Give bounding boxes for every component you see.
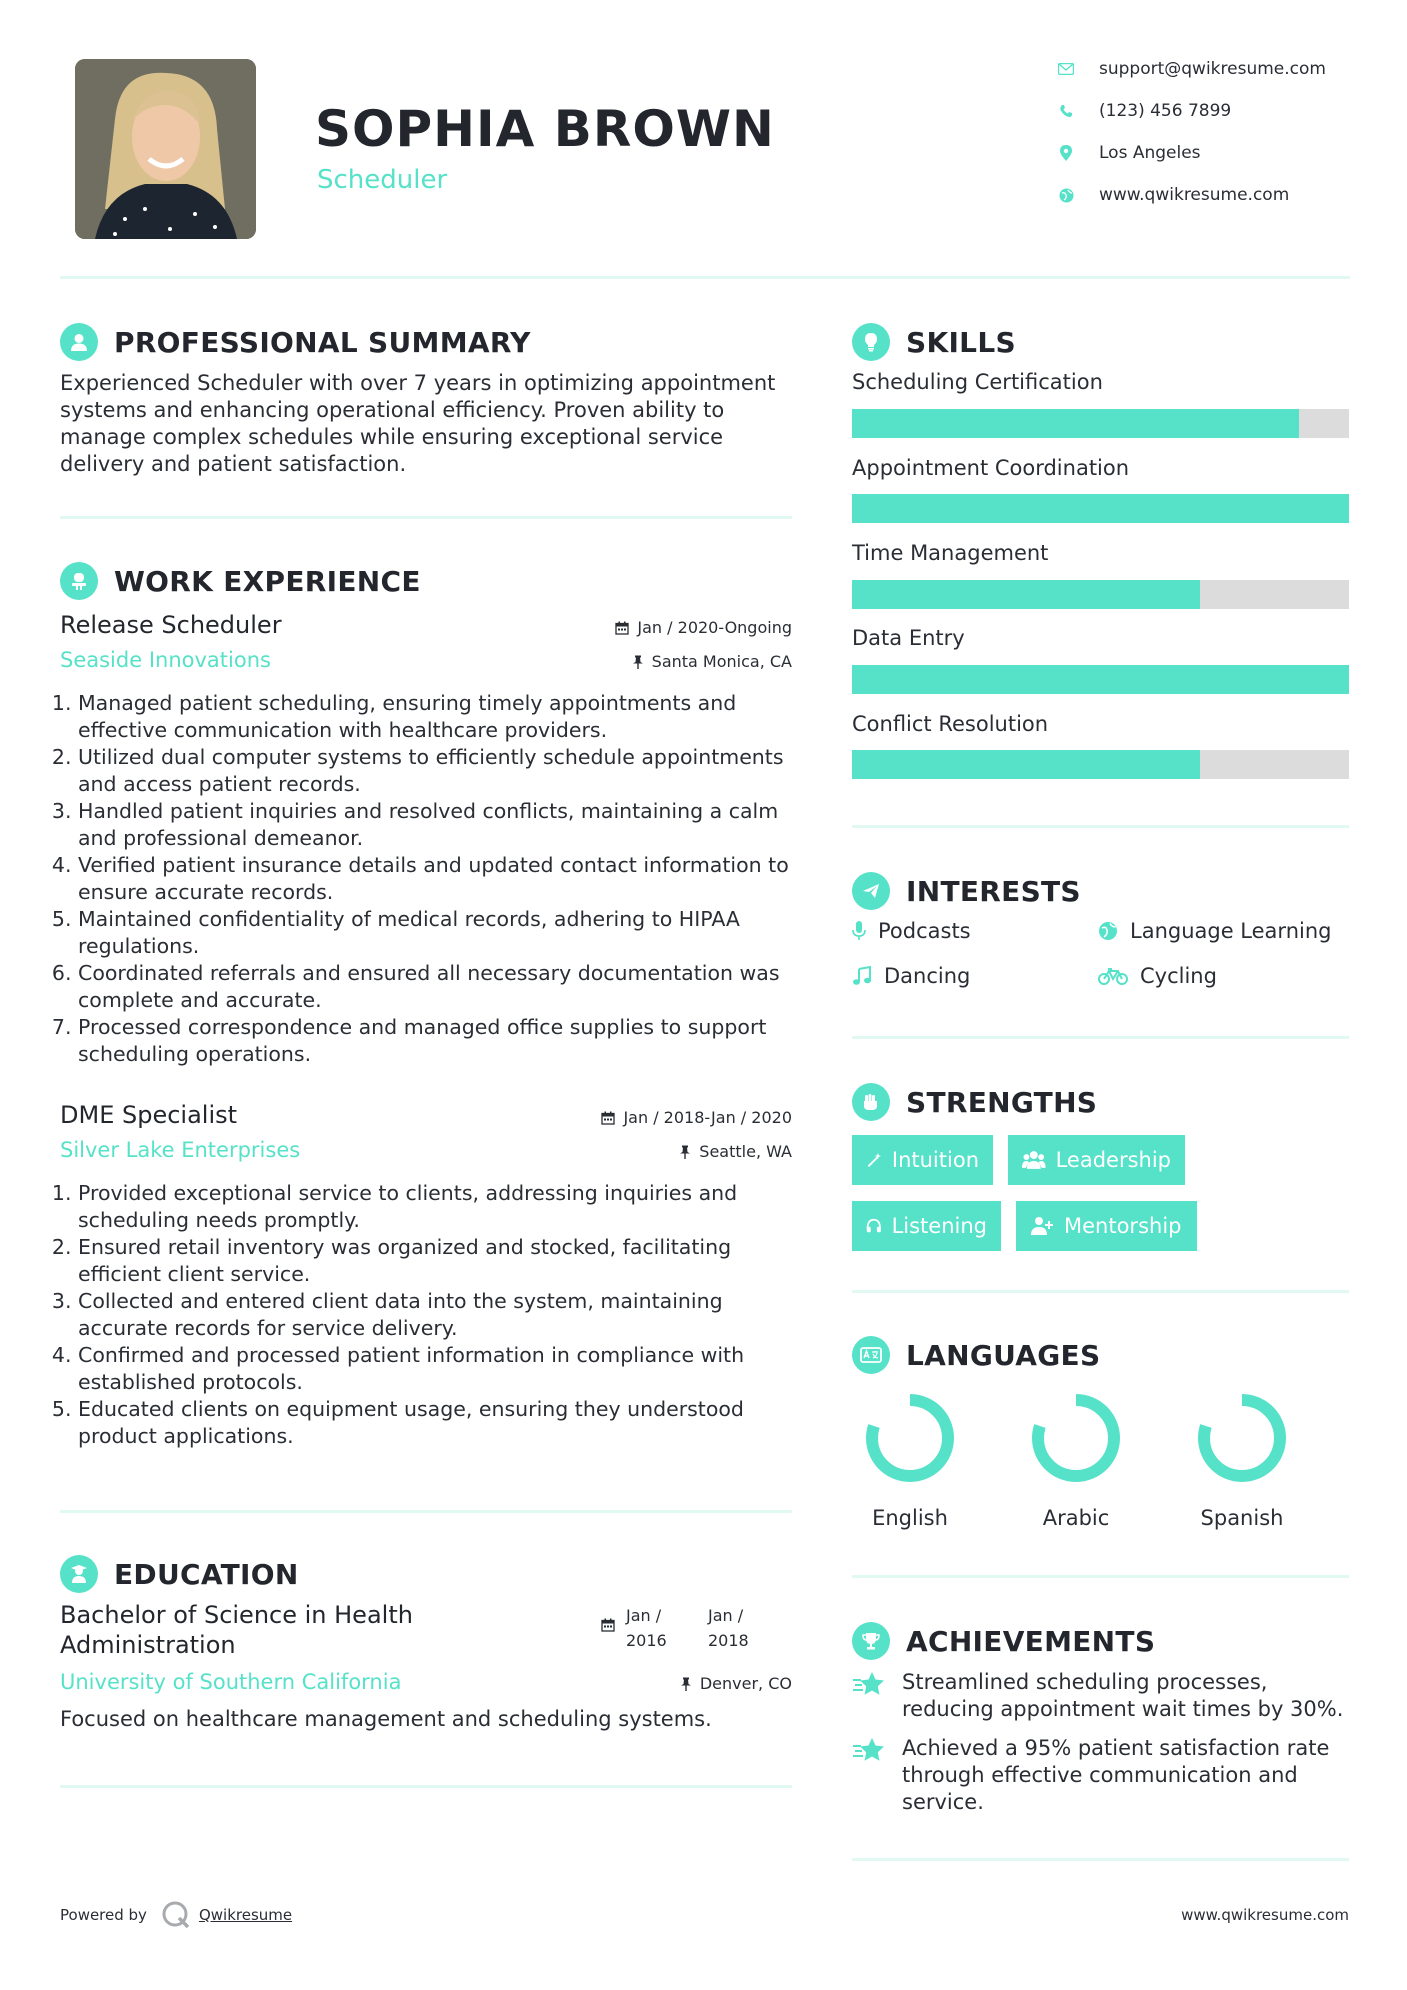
education-title: EDUCATION — [114, 1557, 299, 1591]
job-company: Seaside Innovations — [60, 648, 271, 672]
contact-phone-text: (123) 456 7899 — [1099, 101, 1232, 121]
achievement-item — [852, 1735, 1352, 1816]
contact-location-text: Los Angeles — [1099, 143, 1201, 163]
footer-powered-by — [60, 1900, 292, 1930]
job-company: Silver Lake Enterprises — [60, 1138, 301, 1162]
achievements-title: ACHIEVEMENTS — [906, 1624, 1156, 1658]
language-ring — [860, 1388, 960, 1488]
summary-title: PROFESSIONAL SUMMARY — [114, 325, 531, 359]
strength-chip — [852, 1135, 993, 1185]
strength-label: Leadership — [1055, 1148, 1171, 1172]
skill-bar — [852, 580, 1349, 609]
contact-website[interactable] — [1055, 184, 1289, 206]
skill-bar — [852, 750, 1349, 779]
language-ring — [1192, 1388, 1292, 1488]
skill-label: Conflict Resolution — [852, 712, 1049, 736]
skill-bar-fill — [852, 494, 1349, 523]
job-2 — [60, 1098, 792, 1178]
job-location — [679, 1142, 792, 1161]
star-badge-icon — [852, 1737, 888, 1816]
interest-item — [1098, 964, 1217, 988]
microphone-icon — [852, 921, 866, 941]
job-date — [601, 1108, 792, 1127]
duty-item: 4. Verified patient insurance details and updated contact information to ensure accurate records. — [78, 852, 795, 906]
duty-item: 1. Managed patient scheduling, ensuring timely appointments and effective communication with healthcare providers. — [78, 690, 795, 744]
languages-divider — [852, 1575, 1349, 1578]
headphones-icon — [866, 1216, 882, 1236]
briefcase-icon — [60, 562, 98, 600]
pin-icon — [679, 1145, 691, 1159]
calendar-icon — [601, 1618, 615, 1632]
language-label: English — [872, 1506, 948, 1530]
interests-divider — [852, 1036, 1349, 1039]
globe-icon — [1055, 184, 1077, 206]
strength-chip — [852, 1201, 1001, 1251]
strengths-heading — [852, 1083, 1097, 1121]
email-icon — [1055, 58, 1077, 80]
skills-title: SKILLS — [906, 325, 1016, 359]
profile-photo — [75, 59, 256, 239]
education-end: Jan / 2018 — [708, 1606, 749, 1650]
skill-bar-fill — [852, 665, 1349, 694]
school-location — [680, 1674, 792, 1693]
lightbulb-icon — [852, 323, 890, 361]
skills-divider — [852, 825, 1349, 828]
interest-label: Dancing — [884, 964, 971, 988]
bicycle-icon — [1098, 966, 1128, 986]
job-1-duties — [60, 690, 795, 1068]
education-description: Focused on healthcare management and scheduling systems. — [60, 1707, 712, 1731]
skill-label: Appointment Coordination — [852, 456, 1130, 480]
music-note-icon — [852, 966, 872, 986]
interests-title: INTERESTS — [906, 874, 1081, 908]
trophy-icon — [852, 1622, 890, 1660]
achievement-item — [852, 1669, 1352, 1723]
language-ring-fill — [872, 1400, 948, 1476]
phone-icon — [1055, 100, 1077, 122]
users-icon — [1022, 1150, 1046, 1170]
achievements-divider — [852, 1858, 1349, 1861]
job-date — [615, 618, 792, 637]
language-ring-fill — [1038, 1400, 1114, 1476]
footer-url[interactable]: www.qwikresume.com — [1181, 1906, 1349, 1924]
language-item — [1016, 1388, 1136, 1530]
strength-chip — [1016, 1201, 1197, 1251]
skill-bar — [852, 494, 1349, 523]
strength-label: Mentorship — [1064, 1214, 1182, 1238]
work-title: WORK EXPERIENCE — [114, 564, 421, 598]
strength-label: Listening — [891, 1214, 987, 1238]
globe-icon — [1098, 921, 1118, 941]
summary-heading — [60, 323, 531, 361]
duty-item: 5. Maintained confidentiality of medical records, adhering to HIPAA regulations. — [78, 906, 795, 960]
job-date-text: Jan / 2018-Jan / 2020 — [623, 1108, 792, 1127]
work-divider — [60, 1510, 792, 1513]
contact-phone[interactable] — [1055, 100, 1231, 122]
language-label: Arabic — [1042, 1506, 1110, 1530]
language-item — [1182, 1388, 1302, 1530]
language-ring — [1026, 1388, 1126, 1488]
education-start: Jan / 2016 — [626, 1606, 667, 1650]
strength-chip — [1008, 1135, 1185, 1185]
strengths-divider — [852, 1290, 1349, 1293]
duty-item: 1. Provided exceptional service to clients, addressing inquiries and scheduling needs promptly. — [78, 1180, 795, 1234]
duty-item: 5. Educated clients on equipment usage, ensuring they understood product applications. — [78, 1396, 795, 1450]
summary-divider — [60, 516, 792, 519]
translate-icon — [852, 1336, 890, 1374]
language-item — [850, 1388, 970, 1530]
skill-bar — [852, 409, 1349, 438]
contact-website-text: www.qwikresume.com — [1099, 185, 1290, 205]
powered-by-text: Powered by — [60, 1906, 147, 1924]
skill-bar — [852, 665, 1349, 694]
strengths-title: STRENGTHS — [906, 1085, 1098, 1119]
pin-icon — [632, 655, 644, 669]
school-name: University of Southern California — [60, 1670, 402, 1694]
education-entry — [60, 1600, 792, 1740]
interest-label: Cycling — [1140, 964, 1217, 988]
job-title: DME Specialist — [60, 1101, 238, 1129]
job-location-text: Seattle, WA — [699, 1142, 792, 1161]
calendar-icon — [601, 1111, 615, 1125]
duty-item: 3. Handled patient inquiries and resolved conflicts, maintaining a calm and professional demeanor. — [78, 798, 795, 852]
education-divider — [60, 1785, 792, 1788]
job-date-text: Jan / 2020-Ongoing — [637, 618, 792, 637]
work-heading — [60, 562, 421, 600]
candidate-name: SOPHIA BROWN — [315, 100, 775, 158]
user-plus-icon — [1030, 1216, 1054, 1236]
duty-item: 3. Collected and entered client data into the system, maintaining accurate records for service delivery. — [78, 1288, 795, 1342]
job-location — [632, 652, 792, 671]
star-badge-icon — [852, 1671, 888, 1723]
duty-item: 2. Utilized dual computer systems to efficiently schedule appointments and access patient records. — [78, 744, 795, 798]
duty-item: 4. Confirmed and processed patient information in compliance with established protocols. — [78, 1342, 795, 1396]
skills-heading — [852, 323, 1016, 361]
duty-item: 6. Coordinated referrals and ensured all necessary documentation was complete and accurate. — [78, 960, 795, 1014]
contact-email-text: support@qwikresume.com — [1099, 59, 1326, 79]
magic-wand-icon — [866, 1150, 882, 1170]
summary-text: Experienced Scheduler with over 7 years in optimizing appointment systems and enhancing operational efficiency. Proven ability to manage complex schedules while ensuring exceptional service delivery and patient satisfaction. — [60, 371, 776, 476]
achievement-text: Streamlined scheduling processes, reducing appointment wait times by 30%. — [902, 1670, 1344, 1721]
skill-label: Data Entry — [852, 626, 965, 650]
location-icon — [1055, 142, 1077, 164]
header-divider — [60, 276, 1350, 279]
school-location-text: Denver, CO — [699, 1674, 792, 1693]
candidate-role: Scheduler — [317, 165, 448, 195]
languages-heading — [852, 1336, 1100, 1374]
education-heading — [60, 1555, 299, 1593]
fist-icon — [852, 1083, 890, 1121]
graduate-icon — [60, 1555, 98, 1593]
interest-label: Language Learning — [1130, 919, 1332, 943]
duty-item: 7. Processed correspondence and managed office supplies to support scheduling operations. — [78, 1014, 795, 1068]
achievement-text: Achieved a 95% patient satisfaction rate through effective communication and service. — [902, 1736, 1330, 1814]
interests-heading — [852, 872, 1081, 910]
interest-item — [852, 964, 970, 988]
job-2-duties — [60, 1180, 795, 1450]
pin-icon — [680, 1677, 692, 1691]
user-icon — [60, 323, 98, 361]
skill-bar-fill — [852, 409, 1299, 438]
interest-item — [1098, 919, 1331, 943]
contact-email[interactable] — [1055, 58, 1326, 80]
job-title: Release Scheduler — [60, 611, 282, 639]
skill-label: Time Management — [852, 541, 1049, 565]
interest-label: Podcasts — [878, 919, 971, 943]
job-location-text: Santa Monica, CA — [651, 652, 792, 671]
calendar-icon — [615, 621, 629, 635]
language-label: Spanish — [1200, 1506, 1284, 1530]
degree-title: Bachelor of Science in Health Administration — [60, 1601, 413, 1659]
contact-location — [1055, 142, 1201, 164]
qwikresume-logo-icon — [161, 1900, 191, 1930]
languages-title: LANGUAGES — [906, 1338, 1101, 1372]
skill-bar-fill — [852, 750, 1200, 779]
paper-plane-icon — [852, 872, 890, 910]
duty-item: 2. Ensured retail inventory was organized and stocked, facilitating efficient client service. — [78, 1234, 795, 1288]
skill-label: Scheduling Certification — [852, 370, 1103, 394]
achievements-heading — [852, 1622, 1155, 1660]
skill-bar-fill — [852, 580, 1200, 609]
footer-brand-link[interactable]: Qwikresume — [198, 1906, 293, 1924]
interest-item — [852, 919, 971, 943]
strength-label: Intuition — [891, 1148, 979, 1172]
language-ring-fill — [1204, 1400, 1280, 1476]
